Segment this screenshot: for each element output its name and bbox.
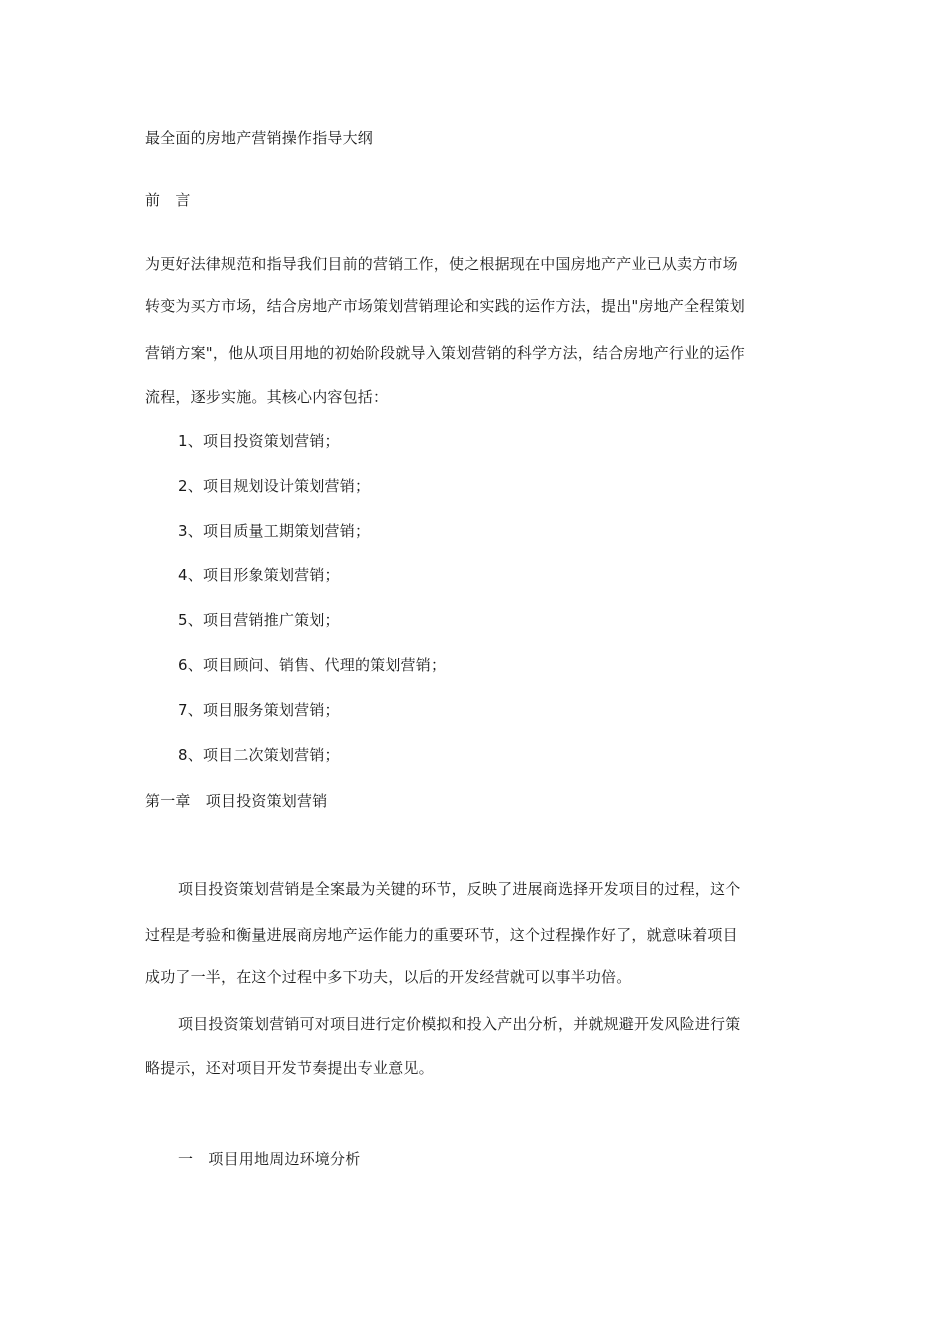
list-item [178,609,340,631]
document-title: 最全面的房地产营销操作指导大纲 [145,129,374,147]
paragraph-line: 项目投资策划营销可对项目进行定价模拟和投入产出分析，并就规避开发风险进行策 [178,1015,741,1033]
list-item [178,520,370,542]
list-item-text: 、项目质量工期策划营销； [187,522,371,540]
paragraph-line: 略提示，还对项目开发节奏提出专业意见。 [145,1059,434,1077]
list-item-text: 、项目形象策划营销； [187,566,340,584]
intro-line-3: 营销方案"，他从项目用地的初始阶段就导入策划营销的科学方法，结合房地产行业的运作 [145,344,745,362]
list-item-number: 6 [178,656,188,674]
intro-line-4: 流程，逐步实施。其核心内容包括： [145,388,389,406]
list-item-number: 5 [178,611,188,629]
list-item-text: 、项目二次策划营销； [187,746,340,764]
list-item-text: 、项目顾问、销售、代理的策划营销； [187,656,447,674]
list-item [178,654,446,676]
paragraph-line: 项目投资策划营销是全案最为关键的环节，反映了进展商选择开发项目的过程，这个 [178,880,741,898]
intro-line-1: 为更好法律规范和指导我们目前的营销工作，使之根据现在中国房地产产业已从卖方市场 [145,255,738,273]
list-item [178,564,340,586]
list-item [178,744,340,766]
list-item-text: 、项目投资策划营销； [187,432,340,450]
preface-heading: 前 言 [145,191,191,209]
paragraph-line: 成功了一半，在这个过程中多下功夫，以后的开发经营就可以事半功倍。 [145,968,632,986]
list-item-text: 、项目服务策划营销； [187,701,340,719]
paragraph-line: 过程是考验和衡量进展商房地产运作能力的重要环节，这个过程操作好了，就意味着项目 [145,926,738,944]
list-item [178,475,370,497]
list-item-number: 3 [178,522,188,540]
list-item-number: 4 [178,566,188,584]
list-item-number: 1 [178,432,188,450]
intro-line-2: 转变为买方市场，结合房地产市场策划营销理论和实践的运作方法，提出"房地产全程策划 [145,297,745,315]
section-heading: 一 项目用地周边环境分析 [178,1150,361,1168]
list-item [178,430,340,452]
list-item-number: 2 [178,477,188,495]
list-item [178,699,340,721]
list-item-number: 7 [178,701,188,719]
list-item-number: 8 [178,746,188,764]
list-item-text: 、项目规划设计策划营销； [187,477,371,495]
chapter-heading: 第一章 项目投资策划营销 [145,792,328,810]
list-item-text: 、项目营销推广策划； [187,611,340,629]
